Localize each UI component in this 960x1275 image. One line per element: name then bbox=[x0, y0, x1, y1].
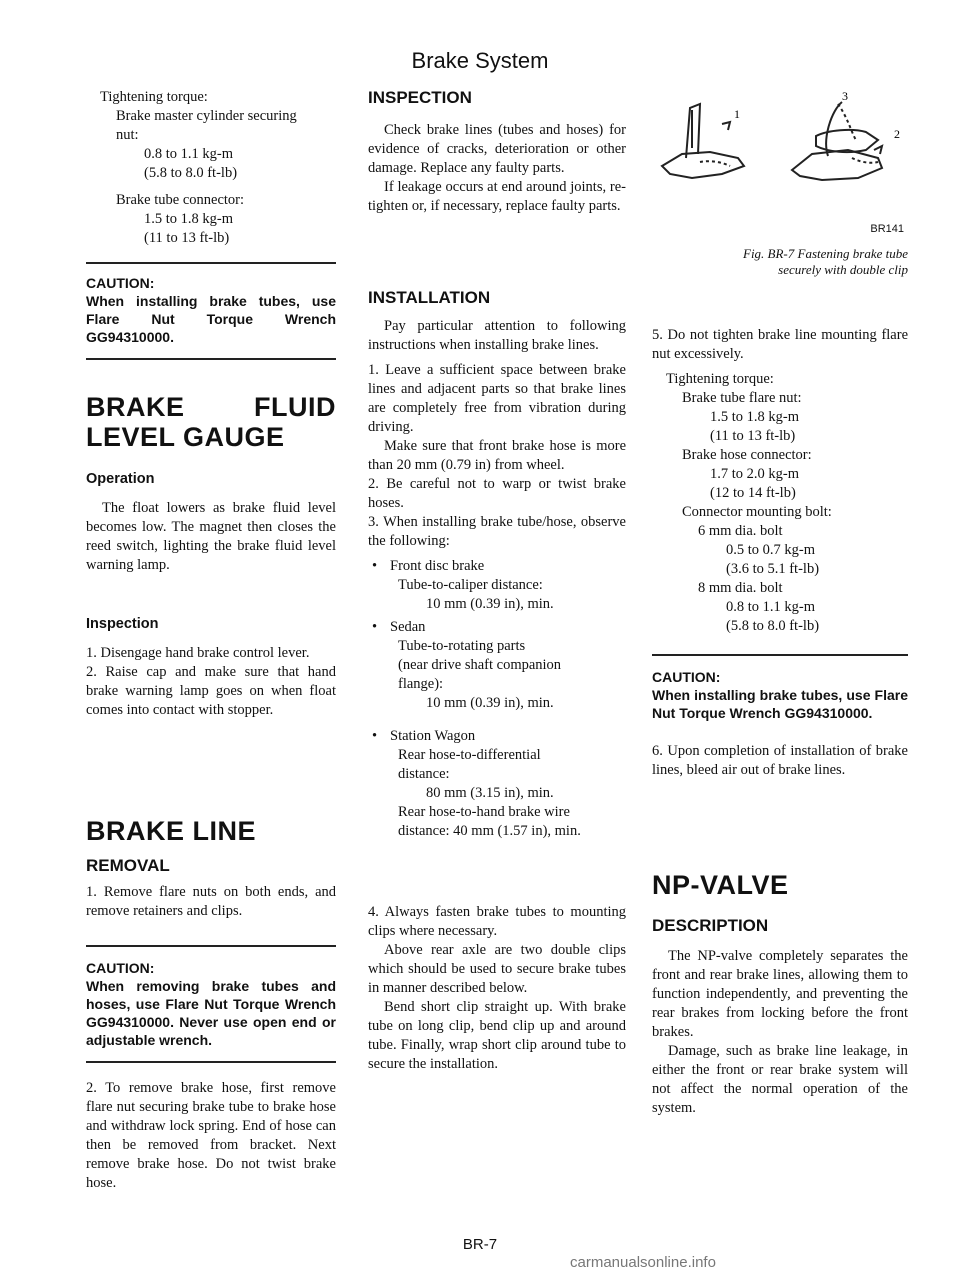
description-paragraph: Damage, such as brake line leakage, in either the front or rear brake system will not affect the normal operation of the system. bbox=[652, 1043, 908, 1116]
inspection-paragraph: If leakage occurs at end around joints, re-tighten or, if necessary, replace faulty parts. bbox=[368, 179, 626, 214]
removal-step-2: 2. To remove brake hose, first remove flare nut securing brake tube to brake hose and withdraw lock spring. End of hose can then be removed from bracket. Next remove brake hose. Do not twist brake hose. bbox=[86, 1080, 336, 1191]
page-header: Brake System bbox=[411, 48, 549, 73]
installation-step-6: 6. Upon completion of installation of brake lines, bleed air out of brake lines. bbox=[652, 743, 908, 778]
divider bbox=[86, 358, 336, 360]
caution-text: When installing brake tubes, use Flare Nut Torque Wrench GG94310000. bbox=[86, 293, 336, 345]
section-title-brake-line: BRAKE LINE bbox=[86, 816, 257, 846]
bullet-icon: • bbox=[372, 728, 378, 744]
caution-label: CAUTION: bbox=[652, 669, 721, 685]
spec-value: 0.5 to 0.7 kg-m bbox=[726, 542, 816, 558]
tube-connector-ftlb: (11 to 13 ft-lb) bbox=[144, 230, 230, 246]
spec-value: 80 mm (3.15 in), min. bbox=[426, 785, 554, 801]
spec-line: Rear hose-to-differential bbox=[398, 747, 541, 763]
page-number: BR-7 bbox=[462, 1236, 498, 1253]
subsection-title-inspection: Inspection bbox=[86, 616, 159, 632]
installation-step-4-note: Above rear axle are two double clips which should be used to secure brake tubes in manner described below. bbox=[368, 942, 626, 996]
section-title-fluid-gauge: BRAKE FLUID LEVEL GAUGE bbox=[86, 392, 336, 452]
spec-line: distance: bbox=[398, 766, 450, 782]
installation-step-4-note: Bend short clip straight up. With brake tube on long clip, bend clip up and around tube. Finally, wrap short clip around tube to secure the installation. bbox=[368, 999, 626, 1072]
divider bbox=[86, 1061, 336, 1063]
figure-br7 bbox=[652, 88, 908, 238]
column-middle bbox=[368, 88, 626, 1074]
section-title-np-valve: NP-VALVE bbox=[652, 870, 789, 900]
watermark: carmanualsonline.info bbox=[570, 1254, 716, 1271]
section-title-installation: INSTALLATION bbox=[368, 288, 491, 307]
spec-label: 8 mm dia. bolt bbox=[698, 580, 783, 596]
spec-value: (11 to 13 ft-lb) bbox=[710, 428, 796, 444]
divider bbox=[652, 654, 908, 656]
installation-step-4: 4. Always fasten brake tubes to mounting clips where necessary. bbox=[368, 904, 626, 939]
spec-value: (5.8 to 8.0 ft-lb) bbox=[726, 618, 820, 634]
installation-step-5: 5. Do not tighten brake line mounting flare nut excessively. bbox=[652, 327, 908, 362]
subsection-title-operation: Operation bbox=[86, 471, 155, 487]
subsection-title-removal: REMOVAL bbox=[86, 856, 170, 875]
bullet-icon: • bbox=[372, 619, 378, 635]
caution-label: CAUTION: bbox=[86, 960, 155, 976]
column-right bbox=[652, 88, 908, 1118]
spec-label: 6 mm dia. bolt bbox=[698, 523, 783, 539]
spec-value: (3.6 to 5.1 ft-lb) bbox=[726, 561, 820, 577]
master-cylinder-label-2: nut: bbox=[116, 127, 139, 143]
figure-label-2: 2 bbox=[894, 127, 900, 141]
spec-line: Tube-to-caliper distance: bbox=[398, 577, 543, 593]
spec-line: (near drive shaft companion bbox=[398, 657, 562, 673]
caution-label: CAUTION: bbox=[86, 275, 155, 291]
spec-value: 1.7 to 2.0 kg-m bbox=[710, 466, 800, 482]
master-cylinder-label: Brake master cylinder securing bbox=[116, 108, 297, 124]
spec-line: Tube-to-rotating parts bbox=[398, 638, 526, 654]
spec-line: Rear hose-to-hand brake wire bbox=[398, 804, 570, 820]
spec-label: Connector mounting bolt: bbox=[682, 504, 832, 520]
spec-label: Brake hose connector: bbox=[682, 447, 812, 463]
figure-caption: securely with double clip bbox=[778, 262, 908, 277]
list-item: • Sedan bbox=[368, 618, 626, 637]
caution-text: When installing brake tubes, use Flare Nut Torque Wrench GG94310000. bbox=[652, 687, 908, 721]
spec-line: flange): bbox=[398, 676, 444, 692]
installation-step-3: 3. When installing brake tube/hose, observe the following: bbox=[368, 514, 626, 549]
figure-label-1: 1 bbox=[734, 107, 740, 121]
installation-intro: Pay particular attention to following instructions when installing brake lines. bbox=[368, 318, 626, 353]
installation-step-2: 2. Be careful not to warp or twist brake hoses. bbox=[368, 476, 626, 511]
column-left bbox=[86, 88, 336, 1193]
inspection-paragraph: Check brake lines (tubes and hoses) for evidence of cracks, deterioration or other damage. Replace any faulty parts. bbox=[368, 122, 626, 176]
spec-value: (12 to 14 ft-lb) bbox=[710, 485, 796, 501]
operation-text: The float lowers as brake fluid level becomes low. The magnet then closes the reed switch, lighting the brake fluid level warning lamp. bbox=[86, 500, 336, 573]
spec-value: 1.5 to 1.8 kg-m bbox=[710, 409, 800, 425]
spec-value: 0.8 to 1.1 kg-m bbox=[726, 599, 816, 615]
bullet-icon: • bbox=[372, 558, 378, 574]
divider bbox=[86, 262, 336, 264]
description-paragraph: The NP-valve completely separates the front and rear brake lines, allowing them to function independently, and preventing the rear brakes from locking before the front brakes. bbox=[652, 948, 908, 1040]
master-cylinder-ftlb: (5.8 to 8.0 ft-lb) bbox=[144, 165, 238, 181]
list-item: • Station Wagon bbox=[368, 727, 626, 746]
tube-connector-kgm: 1.5 to 1.8 kg-m bbox=[144, 211, 234, 227]
master-cylinder-kgm: 0.8 to 1.1 kg-m bbox=[144, 146, 234, 162]
spec-value: 10 mm (0.39 in), min. bbox=[426, 596, 554, 612]
figure-label-3: 3 bbox=[842, 89, 848, 103]
tube-connector-label: Brake tube connector: bbox=[116, 192, 245, 208]
inspection-step-1: 1. Disengage hand brake control lever. bbox=[86, 645, 310, 661]
torque-heading: Tightening torque: bbox=[666, 371, 774, 387]
list-item: • Front disc brake bbox=[368, 557, 626, 576]
figure-caption: Fig. BR-7 Fastening brake tube bbox=[743, 246, 908, 261]
inspection-step-2: 2. Raise cap and make sure that hand brake warning lamp goes on when float comes into contact with stopper. bbox=[86, 664, 336, 718]
divider bbox=[86, 945, 336, 947]
spec-value: 10 mm (0.39 in), min. bbox=[426, 695, 554, 711]
installation-step-1-note: Make sure that front brake hose is more than 20 mm (0.79 in) from wheel. bbox=[368, 438, 626, 473]
removal-step-1: 1. Remove flare nuts on both ends, and remove retainers and clips. bbox=[86, 884, 336, 919]
spec-line: distance: 40 mm (1.57 in), min. bbox=[398, 823, 581, 839]
section-title-inspection: INSPECTION bbox=[368, 88, 472, 107]
spec-label: Brake tube flare nut: bbox=[682, 390, 802, 406]
subsection-title-description: DESCRIPTION bbox=[652, 916, 769, 935]
torque-heading: Tightening torque: bbox=[100, 89, 208, 105]
caution-text: When removing brake tubes and hoses, use Flare Nut Torque Wrench GG94310000. Never use open end or adjustable wrench. bbox=[86, 978, 336, 1048]
installation-step-1: 1. Leave a sufficient space between brake lines and adjacent parts so that brake lines are completely free from vibration during driving. bbox=[368, 362, 626, 435]
double-clip-illustration bbox=[652, 88, 908, 238]
figure-id: BR141 bbox=[870, 223, 904, 235]
